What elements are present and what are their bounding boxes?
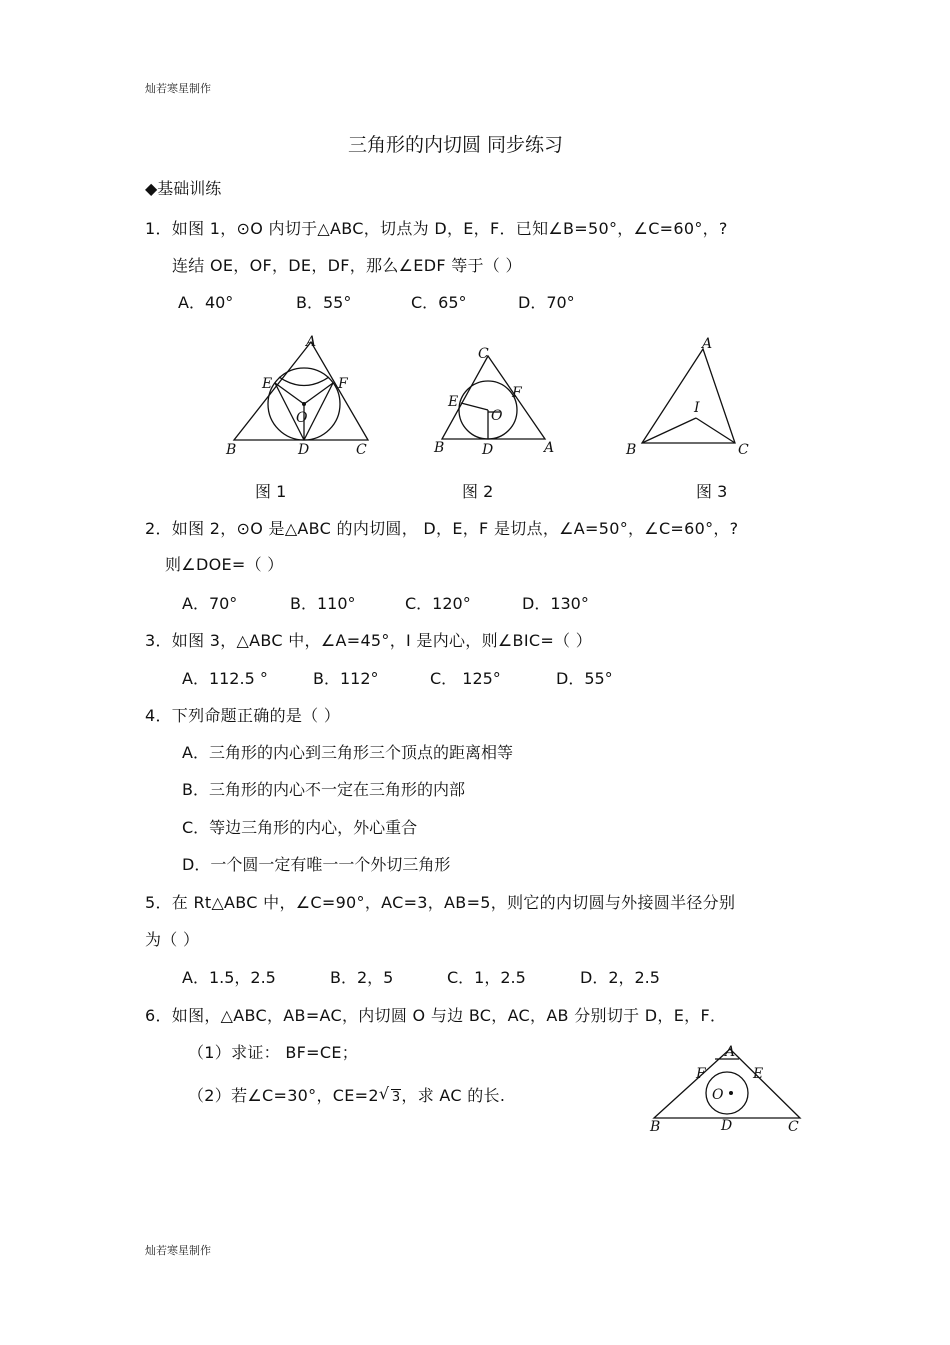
question-2-option-b: B．110° [290,594,356,613]
question-6-part-1: （1）求证： BF=CE； [188,1043,359,1062]
fig1-label-f: F [338,376,348,392]
q6-label-b: B [650,1119,661,1135]
fig2-label-d: D [482,442,494,458]
question-2-option-a: A．70° [182,594,238,613]
q6-label-a: A [725,1044,736,1060]
question-4-option-c: C．等边三角形的内心，外心重合 [182,818,418,837]
q6-label-o: O [712,1087,724,1103]
fig1-label-a: A [306,334,317,350]
q6-label-c: C [788,1119,799,1135]
question-5-line-2: 为（ ） [145,930,200,949]
figure-3-caption: 图 3 [696,482,728,501]
q6-label-d: D [721,1118,733,1134]
question-5-option-a: A．1.5，2.5 [182,968,276,987]
question-3-option-d: D．55° [556,669,613,688]
question-1-option-a: A．40° [178,293,234,312]
question-3-line-1: 3．如图 3，△ABC 中，∠A=45°，I 是内心，则∠BIC=（ ） [145,631,593,650]
question-5-option-d: D．2，2.5 [580,968,660,987]
section-heading: ◆基础训练 [145,179,222,198]
sqrt-symbol: √ [378,1084,390,1103]
sqrt-value: 3 [391,1090,401,1105]
question-1-line-1: 1．如图 1，⊙O 内切于△ABC，切点为 D，E，F．已知∠B=50°，∠C=60°，? [145,219,728,238]
question-1-option-b: B．55° [296,293,352,312]
question-4-option-d: D．一个圆一定有唯一一个外切三角形 [182,855,451,874]
question-1-line-2: 连结 OE，OF，DE，DF，那么∠EDF 等于（ ） [172,256,522,275]
q6-label-f: F [696,1066,706,1082]
fig3-triangle [642,349,735,443]
fig3-label-i: I [694,400,700,416]
question-3-option-b: B．112° [313,669,379,688]
fig1-label-c: C [356,442,367,458]
question-5-line-1: 5．在 Rt△ABC 中，∠C=90°，AC=3，AB=5，则它的内切圆与外接圆半径分别 [145,893,736,912]
figure-2 [430,342,560,458]
question-2-option-d: D．130° [522,594,589,613]
question-1-option-c: C．65° [411,293,467,312]
fig1-label-e: E [262,376,273,392]
question-2-line-1: 2．如图 2，⊙O 是△ABC 的内切圆， D，E，F 是切点，∠A=50°，∠C=60°，? [145,519,739,538]
sqrt-expression [379,1086,402,1105]
question-6-part-2 [188,1083,505,1106]
question-4-line-1: 4．下列命题正确的是（ ） [145,706,341,725]
question-1-option-d: D．70° [518,293,575,312]
question-6-line-1: 6．如图，△ABC，AB=AC，内切圆 O 与边 BC，AC，AB 分别切于 D，E，F． [145,1006,727,1025]
fig2-label-e: E [448,394,459,410]
question-2-option-c: C．120° [405,594,471,613]
figure-1 [222,330,372,458]
page-footer: 灿若寒星制作 [145,1244,211,1257]
question-3-option-c: C． 125° [430,669,501,688]
figure-q6 [648,1043,810,1135]
question-4-option-b: B．三角形的内心不一定在三角形的内部 [182,780,465,799]
question-5-option-c: C．1，2.5 [447,968,526,987]
q6-label-e: E [753,1066,764,1082]
question-5-option-b: B．2，5 [330,968,394,987]
page-title: 三角形的内切圆 同步练习 [348,134,564,156]
fig3-label-b: B [626,442,637,458]
figure-3 [620,332,760,458]
question-3-option-a: A．112.5 ° [182,669,268,688]
fig3-label-c: C [738,442,749,458]
fig2-label-o: O [491,408,503,424]
figure-2-caption: 图 2 [462,482,494,501]
fig2-label-b: B [434,440,445,456]
page-header: 灿若寒星制作 [145,82,211,95]
question-2-line-2: 则∠DOE=（ ） [165,555,284,574]
fig1-label-d: D [298,442,310,458]
fig1-label-b: B [226,442,237,458]
question-6-part-2-suffix: ，求 AC 的长. [401,1086,506,1105]
question-6-part-2-prefix: （2）若∠C=30°，CE=2 [188,1086,379,1105]
fig2-label-f: F [512,385,522,401]
fig1-label-o: O [296,410,308,426]
fig2-label-c: C [478,346,489,362]
question-4-option-a: A．三角形的内心到三角形三个顶点的距离相等 [182,743,513,762]
fig2-label-a: A [544,440,555,456]
fig3-label-a: A [702,336,713,352]
figure-1-caption: 图 1 [255,482,287,501]
